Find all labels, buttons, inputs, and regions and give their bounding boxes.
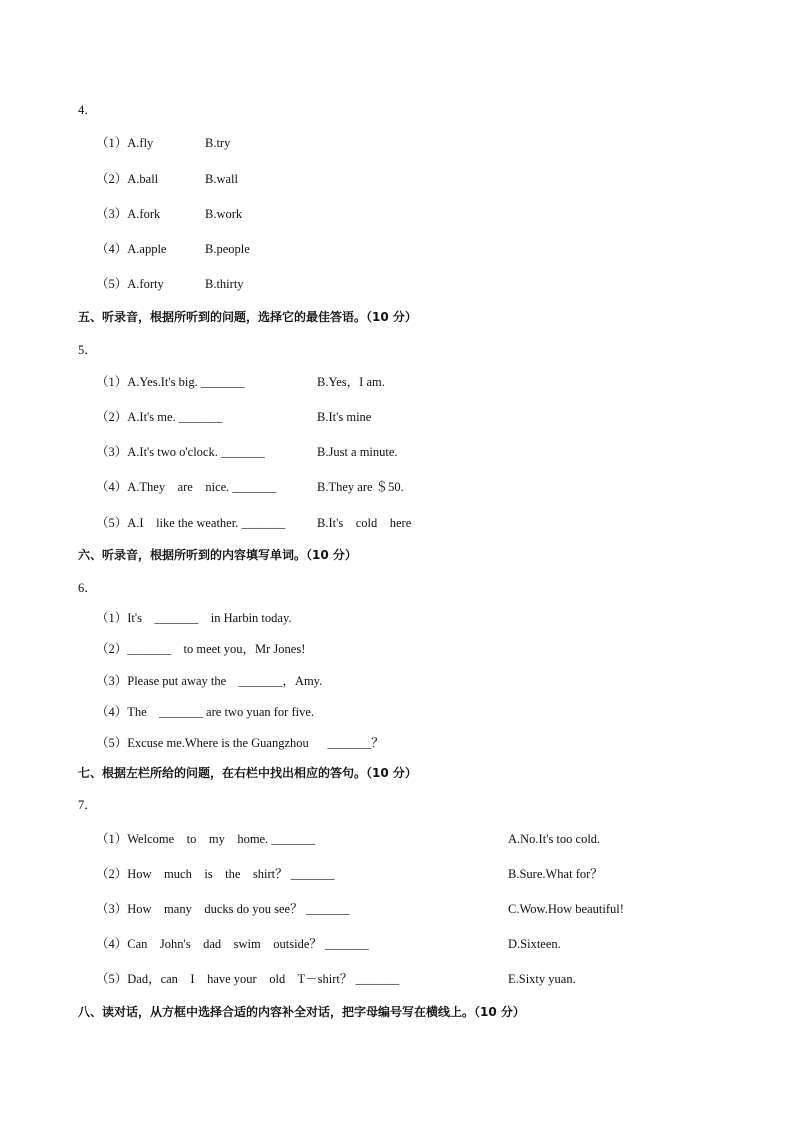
q6-item-3: （3）Please put away the _______，Amy. (96, 674, 323, 688)
q4-item-2-option-b: B.wall (205, 172, 238, 186)
q7-item-5-answer: E.Sixty yuan. (508, 972, 576, 986)
q7-item-5-question: （5）Dad，can I have your old T－shirt？ _______ (96, 972, 400, 986)
question-5-number: 5． (78, 343, 97, 357)
q7-item-4-question: （4）Can John's dad swim outside？ _______ (96, 937, 369, 951)
section-6-heading: 六、听录音，根据所听到的内容填写单词。（10 分） (78, 548, 357, 562)
q5-item-2-option-a: （2）A.It's me. _______ (96, 410, 223, 424)
q4-item-5-option-b: B.thirty (205, 277, 244, 291)
question-4-number: 4． (78, 103, 97, 117)
q5-item-1-option-a: （1）A.Yes.It's big. _______ (96, 375, 245, 389)
q6-item-1: （1）It's _______ in Harbin today. (96, 611, 292, 625)
q7-item-1-answer: A.No.It's too cold. (508, 832, 601, 846)
q6-item-4: （4）The _______ are two yuan for five. (96, 705, 314, 719)
q4-item-4-option-a: （4）A.apple (96, 242, 167, 256)
q4-item-1-option-b: B.try (205, 136, 231, 150)
section-8-heading: 八、读对话，从方框中选择合适的内容补全对话，把字母编号写在横线上。（10 分） (78, 1005, 525, 1019)
question-6-number: 6． (78, 581, 97, 595)
section-5-heading: 五、听录音，根据所听到的问题，选择它的最佳答语。（10 分） (78, 310, 417, 324)
q4-item-3-option-a: （3）A.fork (96, 207, 161, 221)
q5-item-1-option-b: B.Yes，I am. (317, 375, 385, 389)
q5-item-3-option-b: B.Just a minute. (317, 445, 398, 459)
q7-item-1-question: （1）Welcome to my home. _______ (96, 832, 316, 846)
q7-item-3-answer: C.Wow.How beautiful! (508, 902, 624, 916)
q6-item-2: （2）_______ to meet you，Mr Jones! (96, 642, 306, 656)
section-7-heading: 七、根据左栏所给的问题，在右栏中找出相应的答句。（10 分） (78, 766, 417, 780)
q4-item-4-option-b: B.people (205, 242, 250, 256)
q7-item-3-question: （3）How many ducks do you see？ _______ (96, 902, 350, 916)
q5-item-4-option-b: B.They are ＄50. (317, 480, 404, 494)
q7-item-2-answer: B.Sure.What for？ (508, 867, 603, 881)
question-7-number: 7． (78, 798, 97, 812)
q4-item-5-option-a: （5）A.forty (96, 277, 164, 291)
q7-item-4-answer: D.Sixteen. (508, 937, 561, 951)
q5-item-5-option-b: B.It's cold here (317, 516, 412, 530)
q5-item-2-option-b: B.It's mine (317, 410, 372, 424)
q4-item-3-option-b: B.work (205, 207, 243, 221)
q5-item-3-option-a: （3）A.It's two o'clock. _______ (96, 445, 265, 459)
q5-item-4-option-a: （4）A.They are nice. _______ (96, 480, 277, 494)
q7-item-2-question: （2）How much is the shirt？ _______ (96, 867, 335, 881)
q4-item-1-option-a: （1）A.fly (96, 136, 154, 150)
q5-item-5-option-a: （5）A.I like the weather. _______ (96, 516, 286, 530)
q4-item-2-option-a: （2）A.ball (96, 172, 159, 186)
q6-item-5: （5）Excuse me.Where is the Guangzhou _______？ (96, 736, 384, 750)
